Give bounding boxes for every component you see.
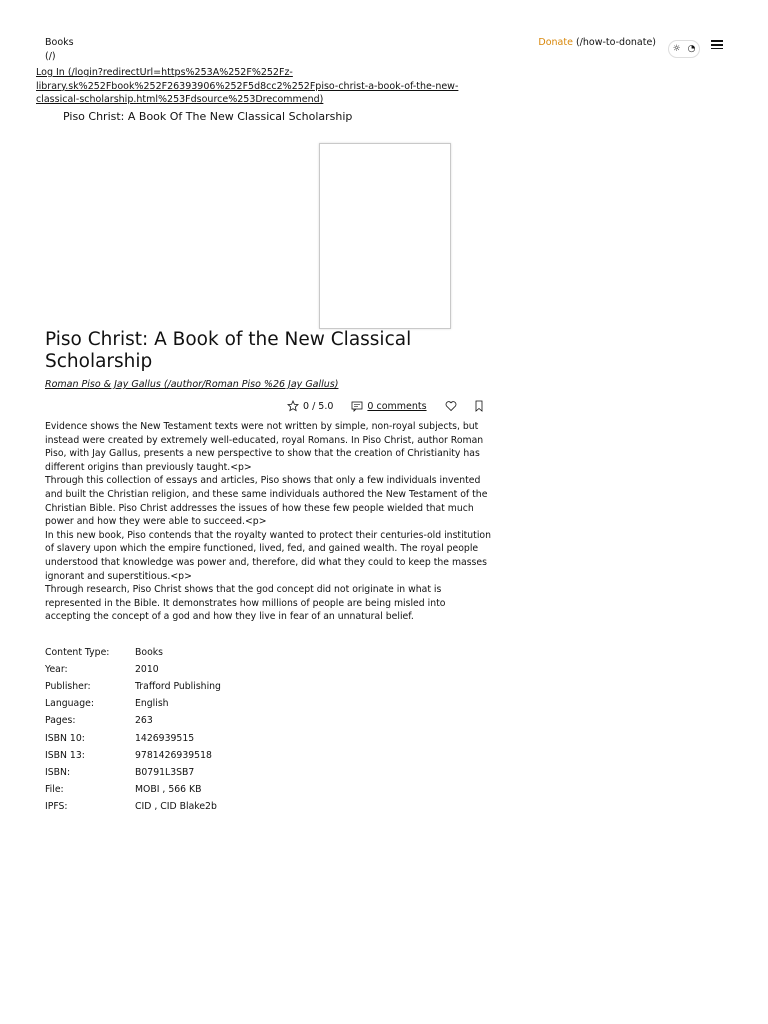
description-paragraph: Through this collection of essays and articles, Piso shows that only a few individuals invented and built the Christian religion, and these same individuals authored the New Testament of the Christian Bible. Piso Christ addresses the issues of how these few people wielded that much power and how they were able to succeed.<p> <box>45 475 488 528</box>
breadcrumb-title: Piso Christ: A Book Of The New Classical Scholarship <box>63 110 353 123</box>
donate-link[interactable]: Donate <box>538 37 573 48</box>
detail-value: Books <box>135 647 163 659</box>
hamburger-menu-icon[interactable] <box>711 38 723 52</box>
detail-value: 9781426939518 <box>135 749 212 761</box>
book-actions <box>287 400 489 412</box>
detail-label: ISBN 10: <box>45 732 85 744</box>
description-paragraph: Through research, Piso Christ shows that the god concept did not originate in what is represented in the Bible. It demonstrates how millions of people are being misled into accepting the concept of a god and how they live in fear of an unnatural belief. <box>45 584 446 623</box>
detail-row <box>45 695 221 712</box>
detail-row <box>45 644 221 661</box>
file-format-value[interactable]: MOBI , 566 KB <box>135 783 202 795</box>
home-link[interactable]: (/) <box>45 50 56 62</box>
detail-row <box>45 781 221 798</box>
description-paragraph: In this new book, Piso contends that the royalty wanted to protect their centuries-old institution of slavery upon which the empire functioned, lived, fed, and gained wealth. The royal people understood that knowledge was power and, therefore, did what they could to keep the masses ignorant and superstitious.<p> <box>45 529 491 582</box>
detail-value: English <box>135 698 169 710</box>
detail-value: 2010 <box>135 664 159 676</box>
detail-label: File: <box>45 783 64 795</box>
moon-icon: ◔ <box>687 44 696 54</box>
detail-row <box>45 678 221 695</box>
theme-toggle[interactable] <box>668 40 700 58</box>
donate-url[interactable]: (/how-to-donate) <box>575 37 656 48</box>
author-link[interactable]: Roman Piso & Jay Gallus (/author/Roman Piso %26 Jay Gallus) <box>45 379 339 390</box>
heart-icon[interactable] <box>445 400 457 412</box>
book-details <box>45 644 221 815</box>
donate-area <box>538 36 656 50</box>
book-description <box>45 420 493 624</box>
book-authors <box>45 379 338 390</box>
book-cover-image[interactable] <box>319 143 451 329</box>
rating-value: 0 / 5.0 <box>303 400 334 412</box>
detail-value: B0791L3SB7 <box>135 766 195 778</box>
detail-row <box>45 729 221 746</box>
sun-icon: ☼ <box>672 44 681 54</box>
book-title: Piso Christ: A Book of the New Classical Scholarship <box>45 329 412 372</box>
bookmark-icon[interactable] <box>473 400 485 412</box>
detail-label: ISBN 13: <box>45 749 85 761</box>
detail-value: 263 <box>135 715 153 727</box>
login-link-container <box>36 66 466 107</box>
comment-icon[interactable] <box>351 400 363 412</box>
detail-label: Year: <box>45 664 68 676</box>
detail-row <box>45 747 221 764</box>
detail-label: IPFS: <box>45 800 68 812</box>
detail-row <box>45 798 221 815</box>
detail-label: Publisher: <box>45 681 91 693</box>
detail-row <box>45 661 221 678</box>
detail-row <box>45 764 221 781</box>
description-paragraph: Evidence shows the New Testament texts were not written by simple, non-royal subjects, but instead were created by extremely well-educated, royal Romans. In Piso Christ, author Roman Piso, with Jay Gallus, presents a new perspective to show that the creation of Christianity has different origins than previously taught.<p> <box>45 421 484 473</box>
detail-row <box>45 712 221 729</box>
detail-value: Trafford Publishing <box>135 681 221 693</box>
detail-label: Language: <box>45 698 95 710</box>
detail-label: Pages: <box>45 715 76 727</box>
top-nav <box>45 36 74 63</box>
nav-books-link[interactable]: Books <box>45 37 74 48</box>
login-link[interactable]: Log In (/login?redirectUrl=https%253A%252F%252Fz-library.sk%252Fbook%252F26393906%252F5d8cc2%252Fpiso-christ-a-book-of-the-new-classical-scholarship.html%253Fdsource%253Drecommend) <box>36 67 459 106</box>
comments-link[interactable]: 0 comments <box>367 400 427 412</box>
detail-label: ISBN: <box>45 766 71 778</box>
detail-value: 1426939515 <box>135 732 195 744</box>
ipfs-cid-links[interactable]: CID , CID Blake2b <box>135 800 217 812</box>
detail-label: Content Type: <box>45 647 110 659</box>
star-icon[interactable] <box>287 400 299 412</box>
